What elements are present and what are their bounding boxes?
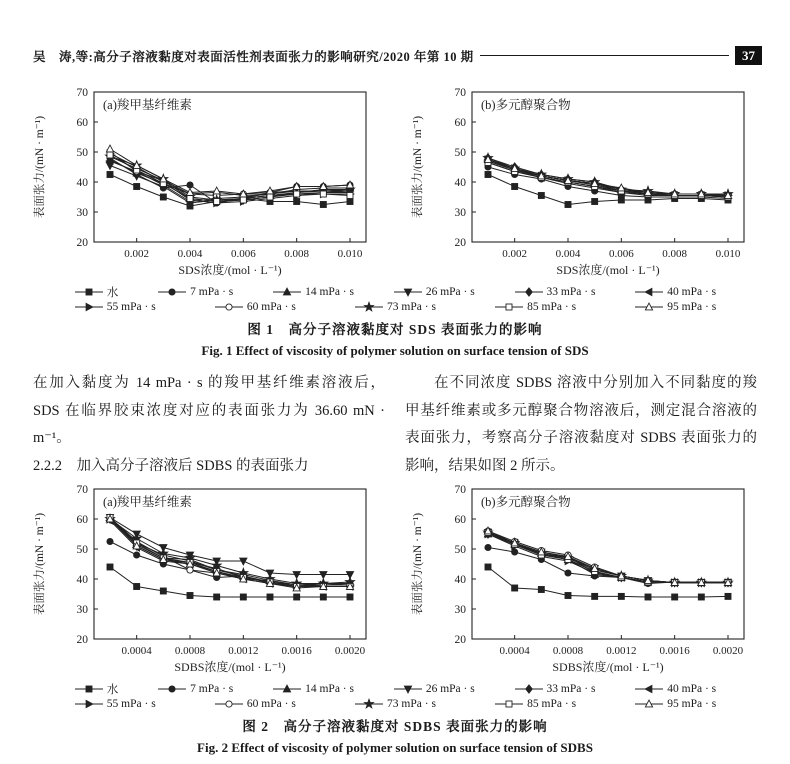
body-line: 甲基纤维素或多元醇聚合物溶液后，测定混合溶液的: [405, 402, 757, 419]
x-tick-label: 0.010: [715, 248, 741, 260]
legend-item: [494, 301, 576, 313]
y-tick-label: 60: [454, 514, 466, 526]
fig1-chart-b: [408, 86, 760, 283]
axes: [410, 484, 744, 674]
legend-marker-triangle-left-filled-icon: [634, 684, 664, 694]
marker-square-filled-icon: [592, 593, 598, 599]
x-axis-label: SDBS浓度/(mol · L⁻¹): [552, 660, 664, 674]
fig1-legend: [74, 284, 716, 313]
legend-row: [74, 681, 716, 697]
marker-square-open-icon: [267, 194, 273, 200]
legend-label: 55 mPa · s: [106, 301, 156, 313]
series-line: [110, 519, 350, 588]
right-column: [405, 370, 757, 480]
marker-circle-filled-icon: [169, 289, 175, 295]
y-tick-label: 70: [454, 484, 466, 496]
y-tick-label: 20: [454, 634, 466, 646]
marker-circle-open-icon: [226, 304, 232, 310]
legend-marker-triangle-up-filled-icon: [272, 684, 302, 694]
legend-item: [157, 681, 233, 697]
legend-label: 33 mPa · s: [546, 683, 596, 695]
marker-square-filled-icon: [565, 202, 571, 208]
panel-label: (a)羧甲基纤维素: [103, 495, 192, 509]
marker-triangle-left-filled-icon: [645, 288, 652, 295]
x-tick-label: 0.0012: [228, 645, 259, 657]
fig2-chart-b: [408, 483, 760, 680]
legend-label: 40 mPa · s: [667, 683, 717, 695]
legend-item: [74, 301, 156, 313]
legend-marker-triangle-up-filled-icon: [272, 287, 302, 297]
series-line: [110, 161, 350, 202]
marker-square-filled-icon: [725, 593, 731, 599]
legend-label: 14 mPa · s: [305, 286, 354, 298]
series-40 mPa · s: [484, 529, 731, 586]
x-tick-label: 0.006: [230, 248, 256, 260]
legend-marker-triangle-up-open-icon: [634, 699, 664, 709]
marker-square-filled-icon: [485, 172, 491, 178]
y-axis-label: 表面张力/(mN · m⁻¹): [412, 512, 424, 616]
legend-item: [354, 698, 436, 710]
marker-diamond-filled-icon: [525, 685, 532, 693]
series-line: [488, 548, 728, 584]
marker-circle-filled-icon: [485, 544, 491, 550]
y-tick-label: 30: [454, 207, 466, 219]
marker-square-filled-icon: [538, 193, 544, 199]
legend-marker-star-filled-icon: [354, 302, 384, 312]
x-tick-label: 0.0020: [712, 645, 744, 657]
legend-item: [393, 284, 475, 300]
legend-marker-triangle-right-filled-icon: [74, 302, 104, 312]
legend-item: [634, 698, 716, 710]
marker-circle-filled-icon: [134, 552, 140, 558]
y-tick-label: 40: [454, 574, 466, 586]
fig1-caption-en: Fig. 1 Effect of viscosity of polymer solution on surface tension of SDS: [201, 343, 589, 358]
series-line: [488, 163, 728, 198]
chart-图 2-b: [408, 483, 760, 680]
marker-square-filled-icon: [618, 593, 624, 599]
marker-triangle-right-filled-icon: [86, 700, 93, 707]
legend-marker-circle-open-icon: [214, 302, 244, 312]
marker-square-open-icon: [187, 196, 193, 202]
marker-square-filled-icon: [320, 594, 326, 600]
fig2-chart-a: [30, 483, 382, 680]
fig1-chart-a: [30, 86, 382, 283]
series-26 mPa · s: [484, 530, 731, 587]
body-line: 表面张力，考察高分子溶液黏度对 SDBS 表面张力的: [405, 430, 757, 446]
legend-marker-triangle-left-filled-icon: [634, 287, 664, 297]
axes: [32, 484, 366, 674]
series-55 mPa · s: [107, 515, 354, 590]
y-tick-label: 60: [76, 514, 88, 526]
panel-label: (b)多元醇聚合物: [481, 495, 571, 509]
x-axis-label: SDBS浓度/(mol · L⁻¹): [174, 660, 286, 674]
series-40 mPa · s: [106, 157, 353, 205]
legend-marker-triangle-down-filled-icon: [393, 684, 423, 694]
legend-marker-square-filled-icon: [74, 684, 104, 694]
legend-label: 14 mPa · s: [305, 683, 354, 695]
body-line: 在加入黏度为 14 mPa · s 的羧甲基纤维素溶液后，: [33, 375, 385, 391]
y-tick-label: 20: [454, 237, 466, 249]
legend-marker-square-open-icon: [494, 302, 524, 312]
series-7 mPa · s: [107, 155, 353, 206]
x-tick-label: 0.008: [662, 248, 688, 260]
y-axis-label: 表面张力/(mN · m⁻¹): [412, 115, 424, 219]
legend-label: 60 mPa · s: [246, 698, 296, 710]
y-tick-label: 50: [76, 544, 88, 556]
marker-square-filled-icon: [240, 594, 246, 600]
legend-item: [494, 698, 576, 710]
page-number: 37: [735, 46, 762, 65]
marker-square-filled-icon: [512, 184, 518, 190]
y-tick-label: 40: [76, 177, 88, 189]
fig2-caption-zh: 图 2 高分子溶液黏度对 SDBS 表面张力的影响: [242, 719, 548, 734]
fig2-legend: [74, 681, 716, 710]
legend-label: 33 mPa · s: [546, 286, 596, 298]
marker-circle-open-icon: [187, 567, 193, 573]
legend-item: [214, 698, 296, 710]
legend-row: [74, 301, 716, 313]
legend-row: [74, 698, 716, 710]
marker-circle-filled-icon: [187, 182, 193, 188]
y-tick-label: 70: [454, 87, 466, 99]
y-tick-label: 60: [454, 117, 466, 129]
y-tick-label: 50: [454, 544, 466, 556]
marker-circle-filled-icon: [107, 538, 113, 544]
series-95 mPa · s: [106, 515, 353, 591]
marker-square-filled-icon: [592, 199, 598, 205]
y-tick-label: 20: [76, 237, 88, 249]
fig2-charts: [30, 483, 760, 680]
marker-square-filled-icon: [86, 686, 92, 692]
y-tick-label: 30: [454, 604, 466, 616]
chart-图 1-b: [408, 86, 760, 283]
legend-marker-square-filled-icon: [74, 287, 104, 297]
page-header: [33, 46, 762, 65]
legend-label: 95 mPa · s: [667, 698, 717, 710]
legend-marker-triangle-right-filled-icon: [74, 699, 104, 709]
legend-label: 水: [106, 287, 119, 299]
y-tick-label: 40: [454, 177, 466, 189]
legend-label: 40 mPa · s: [667, 286, 717, 298]
legend-item: [272, 284, 354, 300]
x-tick-label: 0.0020: [334, 645, 366, 657]
fig1-caption-zh: 图 1 高分子溶液黏度对 SDS 表面张力的影响: [247, 322, 543, 337]
marker-circle-filled-icon: [169, 686, 175, 692]
marker-square-filled-icon: [512, 585, 518, 591]
legend-label: 7 mPa · s: [190, 286, 234, 298]
marker-square-filled-icon: [134, 184, 140, 190]
series-55 mPa · s: [485, 156, 732, 199]
marker-square-filled-icon: [187, 593, 193, 599]
series-7 mPa · s: [485, 544, 731, 586]
marker-square-filled-icon: [267, 594, 273, 600]
series-line: [110, 158, 350, 203]
legend-item: [354, 301, 436, 313]
legend-item: [74, 698, 156, 710]
y-axis-label: 表面张力/(mN · m⁻¹): [34, 115, 46, 219]
panel-label: (a)羧甲基纤维素: [103, 98, 192, 112]
x-tick-label: 0.0016: [281, 645, 312, 657]
series-line: [488, 161, 728, 197]
series-line: [110, 149, 350, 194]
body-line: m⁻¹。: [33, 430, 71, 446]
legend-item: [272, 681, 354, 697]
legend-label: 95 mPa · s: [667, 301, 717, 313]
marker-square-filled-icon: [107, 564, 113, 570]
body-line: 在不同浓度 SDBS 溶液中分别加入不同黏度的羧: [434, 375, 757, 391]
legend-marker-diamond-filled-icon: [514, 287, 544, 297]
y-tick-label: 30: [76, 207, 88, 219]
marker-diamond-filled-icon: [525, 288, 532, 296]
x-axis-label: SDS浓度/(mol · L⁻¹): [556, 263, 660, 277]
x-tick-label: 0.006: [608, 248, 634, 260]
x-tick-label: 0.0004: [499, 645, 530, 657]
y-tick-label: 50: [454, 147, 466, 159]
left-column: [33, 370, 385, 480]
body-line: 影响，结果如图 2 所示。: [405, 457, 565, 474]
x-tick-label: 0.004: [177, 248, 203, 260]
legend-item: [634, 301, 716, 313]
x-tick-label: 0.010: [337, 248, 363, 260]
legend-label: 85 mPa · s: [527, 301, 577, 313]
y-tick-label: 30: [76, 604, 88, 616]
legend-item: [74, 681, 119, 697]
marker-square-filled-icon: [645, 594, 651, 600]
y-tick-label: 70: [76, 484, 88, 496]
marker-square-filled-icon: [672, 594, 678, 600]
marker-square-filled-icon: [320, 202, 326, 208]
marker-square-filled-icon: [86, 289, 92, 295]
series-60 mPa · s: [485, 158, 731, 199]
legend-item: [393, 681, 475, 697]
marker-square-open-icon: [214, 199, 220, 205]
series-55 mPa · s: [485, 530, 732, 586]
marker-star-filled-icon: [365, 699, 374, 708]
legend-marker-diamond-filled-icon: [514, 684, 544, 694]
legend-label: 85 mPa · s: [527, 698, 577, 710]
legend-item: [157, 284, 233, 300]
x-tick-label: 0.002: [124, 248, 150, 260]
marker-square-filled-icon: [698, 594, 704, 600]
marker-star-filled-icon: [365, 302, 374, 311]
legend-marker-star-filled-icon: [354, 699, 384, 709]
marker-square-filled-icon: [160, 588, 166, 594]
series-14 mPa · s: [484, 156, 731, 199]
figure-2: [30, 483, 760, 756]
marker-circle-filled-icon: [512, 549, 518, 555]
marker-triangle-up-open-icon: [106, 145, 113, 152]
marker-square-filled-icon: [347, 594, 353, 600]
marker-triangle-left-filled-icon: [645, 685, 652, 692]
legend-item: [634, 284, 716, 300]
legend-label: 水: [106, 684, 119, 696]
y-axis-label: 表面张力/(mN · m⁻¹): [34, 512, 46, 616]
x-axis-label: SDS浓度/(mol · L⁻¹): [178, 263, 282, 277]
y-tick-label: 40: [76, 574, 88, 586]
marker-square-open-icon: [320, 191, 326, 197]
legend-label: 7 mPa · s: [190, 683, 234, 695]
y-tick-label: 20: [76, 634, 88, 646]
fig2-caption-en: Fig. 2 Effect of viscosity of polymer solution on surface tension of SDBS: [197, 740, 593, 755]
series-95 mPa · s: [484, 156, 731, 199]
series-line: [110, 567, 350, 597]
y-tick-label: 60: [76, 117, 88, 129]
series-73 mPa · s: [484, 528, 733, 587]
x-tick-label: 0.008: [284, 248, 310, 260]
header-rule: [480, 55, 729, 57]
marker-square-filled-icon: [538, 587, 544, 593]
chart-图 2-a: [30, 483, 382, 680]
series-85 mPa · s: [107, 515, 353, 590]
marker-square-filled-icon: [160, 194, 166, 200]
y-tick-label: 70: [76, 87, 88, 99]
marker-square-filled-icon: [565, 593, 571, 599]
marker-square-filled-icon: [347, 199, 353, 205]
x-tick-label: 0.0016: [659, 645, 690, 657]
legend-item: [74, 284, 119, 300]
panel-label: (b)多元醇聚合物: [481, 98, 571, 112]
x-tick-label: 0.0012: [606, 645, 637, 657]
series-14 mPa · s: [106, 156, 353, 199]
x-tick-label: 0.004: [555, 248, 581, 260]
x-tick-label: 0.0008: [552, 645, 584, 657]
section-heading: 2.2.2 加入高分子溶液后 SDBS 的表面张力: [33, 457, 309, 474]
legend-item: [514, 284, 596, 300]
series-line: [110, 518, 350, 575]
legend-marker-square-open-icon: [494, 699, 524, 709]
legend-item: [214, 301, 296, 313]
marker-square-filled-icon: [107, 172, 113, 178]
marker-square-open-icon: [294, 191, 300, 197]
marker-triangle-up-open-icon: [213, 187, 220, 194]
legend-label: 60 mPa · s: [246, 301, 296, 313]
legend-row: [74, 284, 716, 300]
series-line: [110, 154, 350, 204]
series-33 mPa · s: [485, 530, 732, 587]
series-26 mPa · s: [484, 160, 731, 201]
marker-square-open-icon: [506, 701, 512, 707]
figure-1: [30, 86, 760, 359]
marker-square-filled-icon: [214, 594, 220, 600]
series-line: [488, 163, 728, 198]
legend-item: [514, 681, 596, 697]
body-line: SDS 在临界胶束浓度对应的表面张力为 36.60 mN ·: [33, 402, 385, 419]
legend-label: 26 mPa · s: [425, 683, 475, 695]
legend-label: 73 mPa · s: [387, 301, 436, 313]
marker-circle-filled-icon: [565, 570, 571, 576]
legend-label: 26 mPa · s: [425, 286, 475, 298]
marker-square-open-icon: [506, 304, 512, 310]
series-33 mPa · s: [107, 515, 354, 589]
series-40 mPa · s: [106, 517, 353, 590]
legend-item: [634, 681, 716, 697]
legend-marker-circle-open-icon: [214, 699, 244, 709]
marker-square-filled-icon: [485, 564, 491, 570]
legend-marker-circle-filled-icon: [157, 287, 187, 297]
legend-marker-circle-filled-icon: [157, 684, 187, 694]
marker-square-filled-icon: [294, 199, 300, 205]
x-tick-label: 0.002: [502, 248, 528, 260]
legend-label: 55 mPa · s: [106, 698, 156, 710]
y-tick-label: 50: [76, 147, 88, 159]
body-text: [33, 370, 757, 480]
x-tick-label: 0.0004: [121, 645, 152, 657]
marker-square-filled-icon: [294, 594, 300, 600]
x-tick-label: 0.0008: [174, 645, 206, 657]
axes: [32, 87, 366, 277]
legend-marker-triangle-down-filled-icon: [393, 287, 423, 297]
marker-triangle-right-filled-icon: [86, 303, 93, 310]
chart-图 1-a: [30, 86, 382, 283]
marker-square-open-icon: [347, 193, 353, 199]
fig1-charts: [30, 86, 760, 283]
marker-square-open-icon: [240, 197, 246, 203]
marker-square-filled-icon: [134, 584, 140, 590]
running-title: 吴 涛,等:高分子溶液黏度对表面活性剂表面张力的影响研究/2020 年第 10 期: [33, 49, 474, 64]
series-line: [488, 534, 728, 583]
legend-label: 73 mPa · s: [387, 698, 436, 710]
marker-circle-open-icon: [226, 701, 232, 707]
marker-square-open-icon: [107, 152, 113, 158]
legend-marker-triangle-up-open-icon: [634, 302, 664, 312]
